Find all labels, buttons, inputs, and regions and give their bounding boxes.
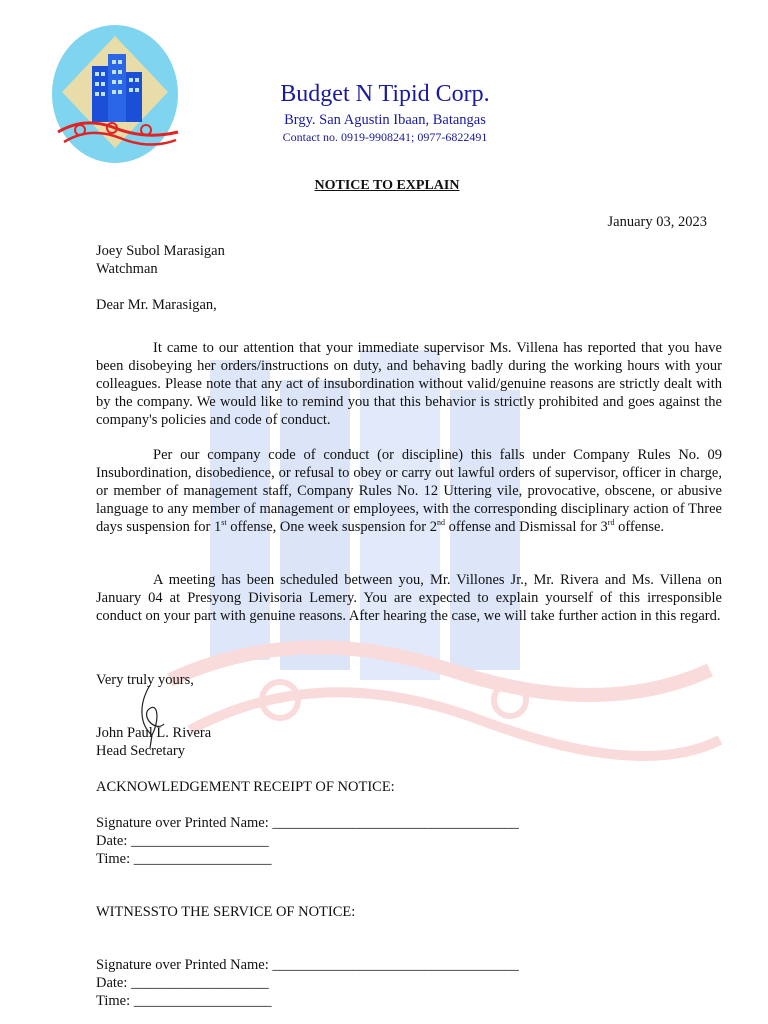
company-logo-icon [50, 24, 180, 164]
body-paragraph-1: It came to our attention that your immediate supervisor Ms. Villena has reported that you have been disobeying her orders/instructions on duty, and behaving badly during the working hours with your colleagues. Please note that any act of insubordination without valid/genuine reasons are strictly dealt with by the company. We would like to remind you that this behavior is strictly prohibited and goes against the company's policies and code of conduct. [96, 340, 722, 428]
acknowledgement-date-field: Date: ___________________ [96, 833, 269, 849]
acknowledgement-time-field: Time: ___________________ [96, 851, 272, 867]
company-contact: Contact no. 0919-9908241; 0977-6822491 [282, 130, 488, 144]
body-paragraph-2: Per our company code of conduct (or discipline) this falls under Company Rules No. 09 Insubordination, disobedience, or refusal to obey or carry out lawful orders of supervisor, officer in charge, or member of management staff, Company Rules No. 12 Uttering vile, provocative, obscene, or abusive language to any member of management or employees, with the corresponding disciplinary action of Three days suspension for 1st offense, One week suspension for 2nd offense and Dismissal for 3rd offense. [96, 447, 722, 535]
salutation: Dear Mr. Marasigan, [96, 297, 217, 313]
witness-time-field: Time: ___________________ [96, 993, 272, 1009]
signer-name: John Paul L. Rivera [96, 725, 212, 741]
recipient-name: Joey Subol Marasigan [96, 243, 225, 259]
company-address: Brgy. San Agustin Ibaan, Batangas [284, 112, 486, 128]
witness-heading: WITNESSTO THE SERVICE OF NOTICE: [96, 904, 356, 920]
body-paragraph-3: A meeting has been scheduled between you, Mr. Villones Jr., Mr. Rivera and Ms. Villena on January 04 at Presyong Divisoria Lemery. You are expected to explain yourself of this irresponsible conduct on your part with genuine reasons. After hearing the case, we will take further action in this regard. [96, 572, 722, 624]
signer-title: Head Secretary [96, 743, 185, 759]
company-name: Budget N Tipid Corp. [280, 81, 490, 107]
witness-date-field: Date: ___________________ [96, 975, 269, 991]
letter-date: January 03, 2023 [607, 214, 707, 230]
closing: Very truly yours, [96, 672, 194, 688]
document-title: NOTICE TO EXPLAIN [314, 178, 460, 193]
acknowledgement-signature-field: Signature over Printed Name: __________________________________ [96, 815, 519, 831]
recipient-position: Watchman [96, 261, 158, 277]
witness-signature-field: Signature over Printed Name: __________________________________ [96, 957, 519, 973]
acknowledgement-heading: ACKNOWLEDGEMENT RECEIPT OF NOTICE: [96, 779, 395, 795]
